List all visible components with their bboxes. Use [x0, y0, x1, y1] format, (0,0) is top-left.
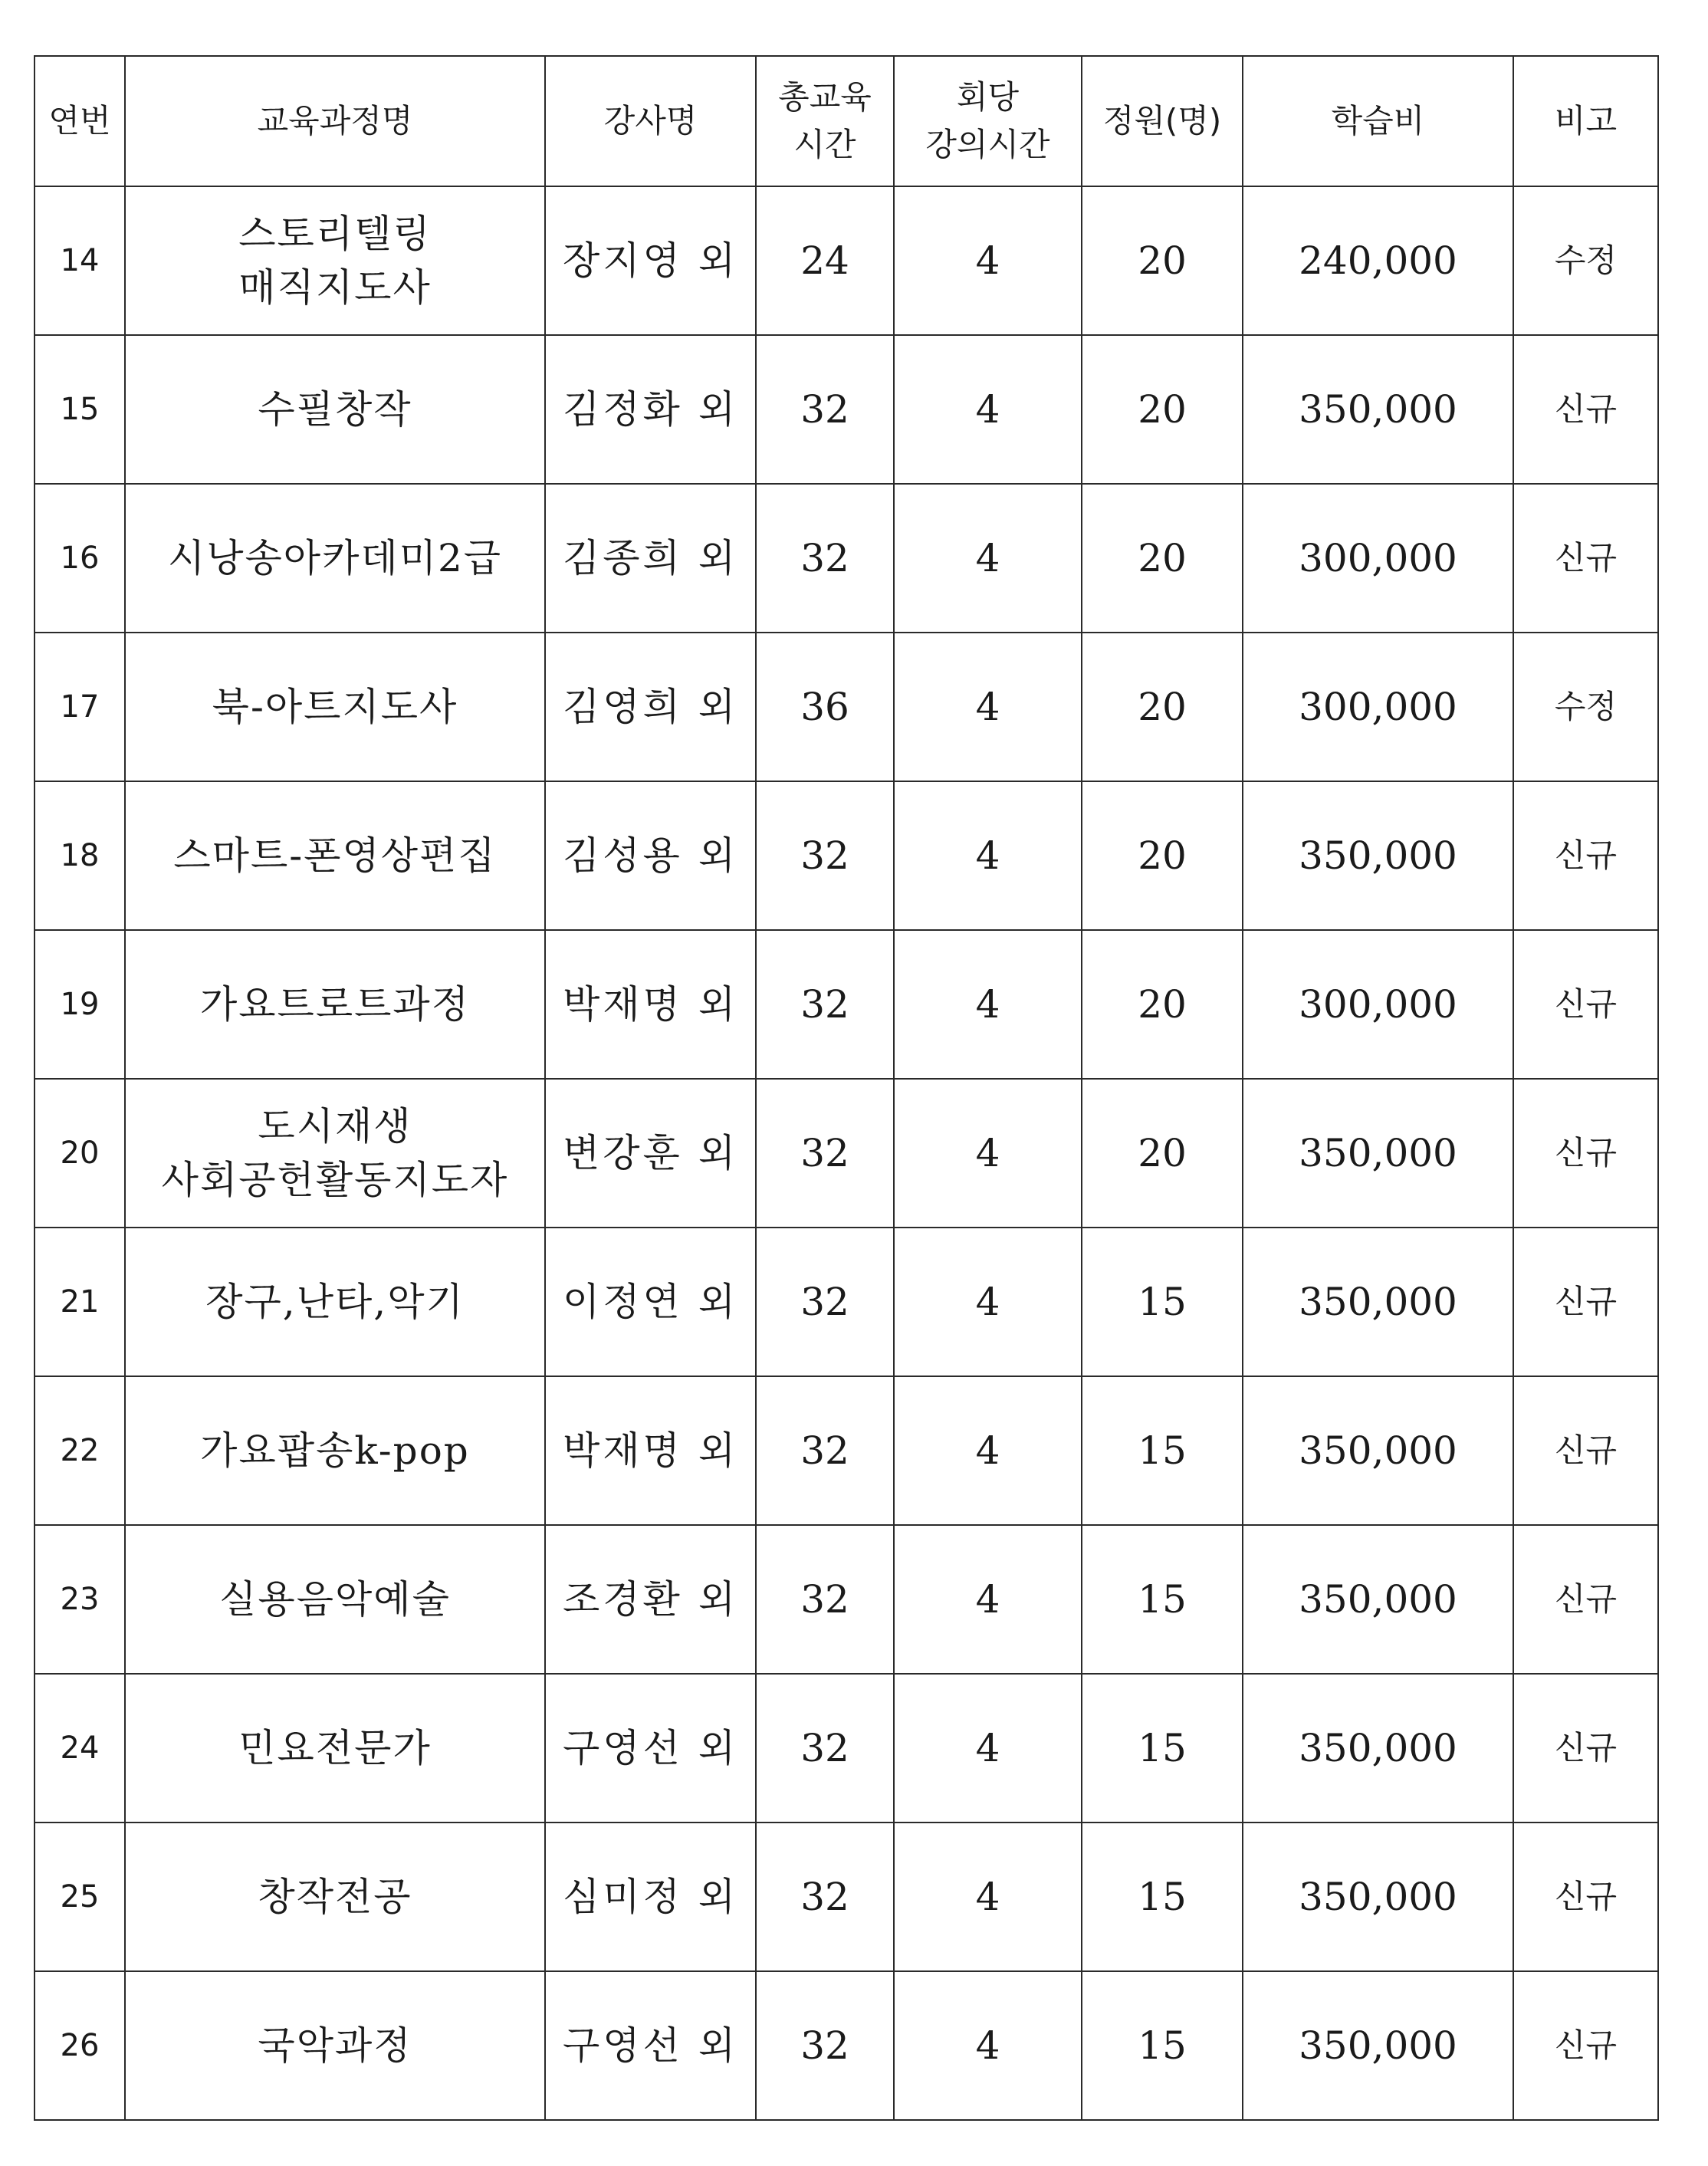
table-row	[34, 1525, 1658, 1674]
course-name-line1: 국악과정	[258, 2023, 412, 2068]
course-name	[125, 186, 545, 335]
teacher-name: 박재명 외	[545, 1376, 756, 1525]
note: 신규	[1513, 335, 1658, 484]
teacher-name: 김성용 외	[545, 781, 756, 930]
note: 신규	[1513, 930, 1658, 1079]
header-no: 연번	[34, 56, 125, 186]
teacher-name: 구영선 외	[545, 1674, 756, 1823]
header-fee: 학습비	[1243, 56, 1513, 186]
teacher-name: 구영선 외	[545, 1971, 756, 2120]
total-hours: 32	[756, 1376, 894, 1525]
tuition-fee: 350,000	[1243, 1228, 1513, 1376]
note: 신규	[1513, 1823, 1658, 1971]
tuition-fee: 300,000	[1243, 484, 1513, 633]
note: 신규	[1513, 1079, 1658, 1228]
session-hours: 4	[894, 1525, 1082, 1674]
course-name	[125, 1525, 545, 1674]
session-hours: 4	[894, 335, 1082, 484]
session-hours: 4	[894, 1079, 1082, 1228]
note: 신규	[1513, 484, 1658, 633]
total-hours: 24	[756, 186, 894, 335]
total-hours: 32	[756, 1971, 894, 2120]
table-row	[34, 186, 1658, 335]
course-table	[34, 55, 1659, 2121]
session-hours: 4	[894, 1674, 1082, 1823]
tuition-fee: 350,000	[1243, 335, 1513, 484]
course-name	[125, 1079, 545, 1228]
capacity: 20	[1082, 484, 1243, 633]
header-session-hours	[894, 56, 1082, 186]
course-name-line1: 가요트로트과정	[199, 982, 471, 1027]
header-session-hours-line1: 회당	[956, 78, 1020, 116]
capacity: 20	[1082, 335, 1243, 484]
table-row	[34, 1376, 1658, 1525]
course-name-line2: 매직지도사	[238, 265, 432, 310]
course-name	[125, 1674, 545, 1823]
tuition-fee: 350,000	[1243, 781, 1513, 930]
course-name	[125, 633, 545, 781]
course-name-line1: 도시재생	[258, 1104, 412, 1149]
total-hours: 32	[756, 1228, 894, 1376]
table-header	[34, 56, 1658, 186]
session-hours: 4	[894, 930, 1082, 1079]
course-name	[125, 1228, 545, 1376]
tuition-fee: 300,000	[1243, 930, 1513, 1079]
note: 신규	[1513, 781, 1658, 930]
teacher-name: 김영희 외	[545, 633, 756, 781]
total-hours: 32	[756, 1525, 894, 1674]
tuition-fee: 240,000	[1243, 186, 1513, 335]
header-row	[34, 56, 1658, 186]
capacity: 15	[1082, 1376, 1243, 1525]
course-name	[125, 1971, 545, 2120]
total-hours: 32	[756, 1823, 894, 1971]
row-number: 26	[34, 1971, 125, 2120]
teacher-name: 변강훈 외	[545, 1079, 756, 1228]
teacher-name: 장지영 외	[545, 186, 756, 335]
note: 신규	[1513, 1674, 1658, 1823]
note: 수정	[1513, 186, 1658, 335]
table-row	[34, 1079, 1658, 1228]
row-number: 15	[34, 335, 125, 484]
teacher-name: 김정화 외	[545, 335, 756, 484]
header-total-hours-line1: 총교육	[778, 78, 872, 116]
total-hours: 36	[756, 633, 894, 781]
course-name-line1: 시낭송아카데미2급	[167, 536, 503, 580]
row-number: 21	[34, 1228, 125, 1376]
row-number: 19	[34, 930, 125, 1079]
tuition-fee: 350,000	[1243, 1674, 1513, 1823]
header-total-hours	[756, 56, 894, 186]
total-hours: 32	[756, 781, 894, 930]
teacher-name: 박재명 외	[545, 930, 756, 1079]
row-number: 14	[34, 186, 125, 335]
session-hours: 4	[894, 1376, 1082, 1525]
tuition-fee: 350,000	[1243, 1079, 1513, 1228]
total-hours: 32	[756, 1079, 894, 1228]
course-name	[125, 930, 545, 1079]
session-hours: 4	[894, 1971, 1082, 2120]
course-name	[125, 781, 545, 930]
row-number: 23	[34, 1525, 125, 1674]
course-name-line1: 민요전문가	[238, 1726, 432, 1770]
capacity: 20	[1082, 1079, 1243, 1228]
row-number: 22	[34, 1376, 125, 1525]
table-row	[34, 335, 1658, 484]
course-name-line1: 스토리텔링	[238, 212, 432, 256]
row-number: 18	[34, 781, 125, 930]
session-hours: 4	[894, 1228, 1082, 1376]
tuition-fee: 300,000	[1243, 633, 1513, 781]
row-number: 24	[34, 1674, 125, 1823]
table-row	[34, 1823, 1658, 1971]
teacher-name: 이정연 외	[545, 1228, 756, 1376]
table-row	[34, 930, 1658, 1079]
tuition-fee: 350,000	[1243, 1823, 1513, 1971]
header-note: 비고	[1513, 56, 1658, 186]
course-name-line1: 북-아트지도사	[212, 685, 458, 729]
course-name	[125, 1823, 545, 1971]
row-number: 20	[34, 1079, 125, 1228]
course-name-line1: 장구,난타,악기	[205, 1280, 465, 1324]
capacity: 20	[1082, 781, 1243, 930]
note: 수정	[1513, 633, 1658, 781]
course-name-line1: 가요팝송k-pop	[200, 1428, 470, 1473]
session-hours: 4	[894, 186, 1082, 335]
tuition-fee: 350,000	[1243, 1971, 1513, 2120]
session-hours: 4	[894, 1823, 1082, 1971]
capacity: 15	[1082, 1823, 1243, 1971]
header-total-hours-line2: 시간	[793, 126, 856, 163]
course-name	[125, 335, 545, 484]
capacity: 20	[1082, 930, 1243, 1079]
row-number: 25	[34, 1823, 125, 1971]
note: 신규	[1513, 1376, 1658, 1525]
capacity: 20	[1082, 633, 1243, 781]
table-row	[34, 484, 1658, 633]
row-number: 16	[34, 484, 125, 633]
table-row	[34, 1674, 1658, 1823]
course-name-line1: 창작전공	[258, 1875, 412, 1919]
course-name	[125, 1376, 545, 1525]
teacher-name: 조경환 외	[545, 1525, 756, 1674]
capacity: 20	[1082, 186, 1243, 335]
course-name-line2: 사회공헌활동지도자	[161, 1158, 509, 1202]
course-name	[125, 484, 545, 633]
session-hours: 4	[894, 633, 1082, 781]
note: 신규	[1513, 1525, 1658, 1674]
table-row	[34, 1228, 1658, 1376]
table-row	[34, 781, 1658, 930]
total-hours: 32	[756, 335, 894, 484]
tuition-fee: 350,000	[1243, 1525, 1513, 1674]
note: 신규	[1513, 1971, 1658, 2120]
capacity: 15	[1082, 1971, 1243, 2120]
tuition-fee: 350,000	[1243, 1376, 1513, 1525]
teacher-name: 김종희 외	[545, 484, 756, 633]
table-body	[34, 186, 1658, 2120]
session-hours: 4	[894, 484, 1082, 633]
total-hours: 32	[756, 1674, 894, 1823]
course-name-line1: 스마트-폰영상편집	[173, 833, 497, 878]
header-course: 교육과정명	[125, 56, 545, 186]
header-session-hours-line2: 강의시간	[925, 126, 1050, 163]
row-number: 17	[34, 633, 125, 781]
table-row	[34, 1971, 1658, 2120]
note: 신규	[1513, 1228, 1658, 1376]
header-capacity: 정원(명)	[1082, 56, 1243, 186]
session-hours: 4	[894, 781, 1082, 930]
course-name-line1: 수필창작	[258, 387, 412, 432]
capacity: 15	[1082, 1674, 1243, 1823]
table-row	[34, 633, 1658, 781]
total-hours: 32	[756, 484, 894, 633]
teacher-name: 심미정 외	[545, 1823, 756, 1971]
header-teacher: 강사명	[545, 56, 756, 186]
capacity: 15	[1082, 1525, 1243, 1674]
course-name-line1: 실용음악예술	[219, 1577, 451, 1622]
total-hours: 32	[756, 930, 894, 1079]
capacity: 15	[1082, 1228, 1243, 1376]
